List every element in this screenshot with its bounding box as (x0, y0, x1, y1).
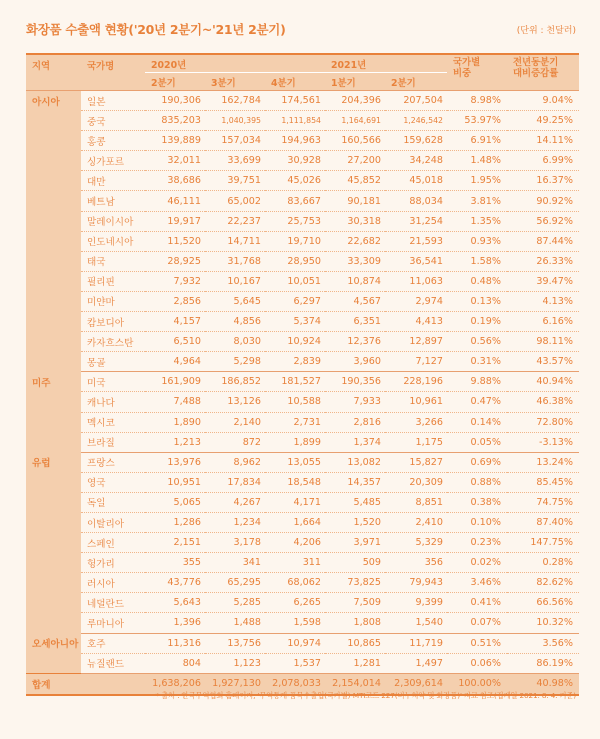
value-cell: 30,928 (265, 151, 325, 171)
country-cell: 루마니아 (81, 613, 145, 633)
value-cell: 11,520 (145, 231, 205, 251)
value-cell: 45,018 (385, 171, 447, 191)
value-cell: 2,731 (265, 412, 325, 432)
value-cell: 5,485 (325, 492, 385, 512)
table-row (26, 472, 579, 492)
country-cell: 홍콩 (81, 131, 145, 151)
value-cell: 341 (205, 553, 265, 573)
header-country: 국가명 (81, 54, 145, 91)
share-cell: 0.13% (447, 291, 507, 311)
share-cell: 0.07% (447, 613, 507, 633)
value-cell: 83,667 (265, 191, 325, 211)
value-cell: 356 (385, 553, 447, 573)
value-cell: 12,897 (385, 332, 447, 352)
value-cell: 13,082 (325, 452, 385, 472)
value-cell: 39,751 (205, 171, 265, 191)
value-cell: 10,874 (325, 271, 385, 291)
yoy-cell: 56.92% (507, 211, 579, 231)
table-row (26, 492, 579, 512)
value-cell: 28,950 (265, 251, 325, 271)
country-cell: 스페인 (81, 533, 145, 553)
value-cell: 13,976 (145, 452, 205, 472)
value-cell: 46,111 (145, 191, 205, 211)
share-cell: 0.02% (447, 553, 507, 573)
value-cell: 1,537 (265, 653, 325, 673)
value-cell: 1,213 (145, 432, 205, 452)
value-cell: 190,356 (325, 372, 385, 392)
value-cell: 1,890 (145, 412, 205, 432)
region-cell: 아시아 (26, 91, 81, 372)
share-cell: 0.14% (447, 412, 507, 432)
country-cell: 말레이시아 (81, 211, 145, 231)
value-cell: 1,175 (385, 432, 447, 452)
header-2021-q1: 1분기 (325, 73, 385, 91)
value-cell: 28,925 (145, 251, 205, 271)
value-cell: 1,123 (205, 653, 265, 673)
value-cell: 1,899 (265, 432, 325, 452)
table-row (26, 91, 579, 111)
value-cell: 8,962 (205, 452, 265, 472)
value-cell: 204,396 (325, 91, 385, 111)
value-cell: 73,825 (325, 573, 385, 593)
yoy-cell: 147.75% (507, 533, 579, 553)
table-row (26, 211, 579, 231)
table-row (26, 553, 579, 573)
value-cell: 509 (325, 553, 385, 573)
country-cell: 러시아 (81, 573, 145, 593)
value-cell: 65,295 (205, 573, 265, 593)
share-cell: 0.56% (447, 332, 507, 352)
table-row (26, 573, 579, 593)
export-table (26, 53, 579, 696)
value-cell: 14,357 (325, 472, 385, 492)
header-2020-q2: 2분기 (145, 73, 205, 91)
share-cell: 8.98% (447, 91, 507, 111)
value-cell: 3,266 (385, 412, 447, 432)
share-cell: 0.88% (447, 472, 507, 492)
value-cell: 38,686 (145, 171, 205, 191)
yoy-cell: 6.99% (507, 151, 579, 171)
country-cell: 중국 (81, 111, 145, 131)
header-year-2021: 2021년 (325, 54, 447, 73)
country-cell: 영국 (81, 472, 145, 492)
value-cell: 4,413 (385, 312, 447, 332)
value-cell: 7,488 (145, 392, 205, 412)
total-value-cell: 2,309,614 (385, 673, 447, 695)
table-row (26, 191, 579, 211)
country-cell: 호주 (81, 633, 145, 653)
value-cell: 6,297 (265, 291, 325, 311)
value-cell: 22,237 (205, 211, 265, 231)
share-cell: 53.97% (447, 111, 507, 131)
value-cell: 6,265 (265, 593, 325, 613)
value-cell: 10,865 (325, 633, 385, 653)
value-cell: 4,157 (145, 312, 205, 332)
value-cell: 43,776 (145, 573, 205, 593)
yoy-cell: 13.24% (507, 452, 579, 472)
value-cell: 12,376 (325, 332, 385, 352)
yoy-cell: 6.16% (507, 312, 579, 332)
value-cell: 11,316 (145, 633, 205, 653)
yoy-cell: 46.38% (507, 392, 579, 412)
region-cell: 유럽 (26, 452, 81, 633)
value-cell: 18,548 (265, 472, 325, 492)
yoy-cell: 86.19% (507, 653, 579, 673)
header-year-2020: 2020년 (145, 54, 325, 73)
share-cell: 3.46% (447, 573, 507, 593)
total-value-cell: 2,154,014 (325, 673, 385, 695)
value-cell: 31,768 (205, 251, 265, 271)
value-cell: 2,856 (145, 291, 205, 311)
value-cell: 45,852 (325, 171, 385, 191)
header-2020-q4: 4분기 (265, 73, 325, 91)
country-cell: 멕시코 (81, 412, 145, 432)
table-row (26, 512, 579, 532)
value-cell: 5,329 (385, 533, 447, 553)
value-cell: 5,643 (145, 593, 205, 613)
value-cell: 4,171 (265, 492, 325, 512)
value-cell: 31,254 (385, 211, 447, 231)
value-cell: 22,682 (325, 231, 385, 251)
yoy-cell: 4.13% (507, 291, 579, 311)
table-row (26, 613, 579, 633)
share-cell: 9.88% (447, 372, 507, 392)
country-cell: 카자흐스탄 (81, 332, 145, 352)
country-cell: 캄보디아 (81, 312, 145, 332)
value-cell: 4,206 (265, 533, 325, 553)
country-cell: 이탈리아 (81, 512, 145, 532)
yoy-cell: 16.37% (507, 171, 579, 191)
table-row (26, 533, 579, 553)
yoy-cell: 87.40% (507, 512, 579, 532)
total-share-cell: 100.00% (447, 673, 507, 695)
value-cell: 804 (145, 653, 205, 673)
value-cell: 7,127 (385, 352, 447, 372)
value-cell: 21,593 (385, 231, 447, 251)
yoy-cell: 90.92% (507, 191, 579, 211)
yoy-cell: 74.75% (507, 492, 579, 512)
yoy-cell: 98.11% (507, 332, 579, 352)
yoy-cell: 14.11% (507, 131, 579, 151)
yoy-cell: 26.33% (507, 251, 579, 271)
value-cell: 36,541 (385, 251, 447, 271)
yoy-cell: 87.44% (507, 231, 579, 251)
value-cell: 355 (145, 553, 205, 573)
value-cell: 10,051 (265, 271, 325, 291)
yoy-cell: 40.94% (507, 372, 579, 392)
value-cell: 13,055 (265, 452, 325, 472)
value-cell: 1,286 (145, 512, 205, 532)
table-row (26, 452, 579, 472)
share-cell: 6.91% (447, 131, 507, 151)
country-cell: 베트남 (81, 191, 145, 211)
header-2021-q2: 2분기 (385, 73, 447, 91)
value-cell: 32,011 (145, 151, 205, 171)
table-row (26, 593, 579, 613)
value-cell: 10,924 (265, 332, 325, 352)
value-cell: 65,002 (205, 191, 265, 211)
value-cell: 4,964 (145, 352, 205, 372)
value-cell: 5,285 (205, 593, 265, 613)
value-cell: 20,309 (385, 472, 447, 492)
value-cell: 11,063 (385, 271, 447, 291)
value-cell: 1,396 (145, 613, 205, 633)
value-cell: 1,540 (385, 613, 447, 633)
value-cell: 3,971 (325, 533, 385, 553)
table-row (26, 291, 579, 311)
share-cell: 0.38% (447, 492, 507, 512)
region-cell: 오세아니아 (26, 633, 81, 673)
yoy-cell: 82.62% (507, 573, 579, 593)
yoy-cell: 43.57% (507, 352, 579, 372)
value-cell: 157,034 (205, 131, 265, 151)
share-cell: 0.69% (447, 452, 507, 472)
country-cell: 몽골 (81, 352, 145, 372)
value-cell: 5,645 (205, 291, 265, 311)
header-yoy: 전년동분기 대비증감률 (507, 54, 579, 91)
header-2020-q3: 3분기 (205, 73, 265, 91)
value-cell: 33,699 (205, 151, 265, 171)
page-title: 화장품 수출액 현황('20년 2분기~'21년 2분기) (26, 22, 286, 37)
value-cell: 872 (205, 432, 265, 452)
country-cell: 프랑스 (81, 452, 145, 472)
value-cell: 1,520 (325, 512, 385, 532)
table-row (26, 332, 579, 352)
value-cell: 88,034 (385, 191, 447, 211)
country-cell: 필리핀 (81, 271, 145, 291)
country-cell: 네덜란드 (81, 593, 145, 613)
value-cell: 1,664 (265, 512, 325, 532)
table-row (26, 432, 579, 452)
value-cell: 1,374 (325, 432, 385, 452)
table-row (26, 231, 579, 251)
yoy-cell: 9.04% (507, 91, 579, 111)
value-cell: 835,203 (145, 111, 205, 131)
value-cell: 181,527 (265, 372, 325, 392)
header-share: 국가별 비중 (447, 54, 507, 91)
value-cell: 2,839 (265, 352, 325, 372)
value-cell: 1,111,854 (265, 111, 325, 131)
yoy-cell: 49.25% (507, 111, 579, 131)
table-row (26, 271, 579, 291)
value-cell: 11,719 (385, 633, 447, 653)
value-cell: 159,628 (385, 131, 447, 151)
value-cell: 1,040,395 (205, 111, 265, 131)
value-cell: 7,933 (325, 392, 385, 412)
share-cell: 0.41% (447, 593, 507, 613)
value-cell: 174,561 (265, 91, 325, 111)
value-cell: 10,167 (205, 271, 265, 291)
total-label: 합계 (26, 673, 145, 695)
value-cell: 228,196 (385, 372, 447, 392)
yoy-cell: 39.47% (507, 271, 579, 291)
unit-label: (단위 : 천달러) (516, 26, 576, 36)
country-cell: 태국 (81, 251, 145, 271)
value-cell: 2,140 (205, 412, 265, 432)
value-cell: 3,960 (325, 352, 385, 372)
value-cell: 139,889 (145, 131, 205, 151)
table-row (26, 251, 579, 271)
value-cell: 1,281 (325, 653, 385, 673)
value-cell: 190,306 (145, 91, 205, 111)
share-cell: 0.93% (447, 231, 507, 251)
value-cell: 8,851 (385, 492, 447, 512)
value-cell: 207,504 (385, 91, 447, 111)
value-cell: 27,200 (325, 151, 385, 171)
value-cell: 1,598 (265, 613, 325, 633)
share-cell: 1.48% (447, 151, 507, 171)
value-cell: 9,399 (385, 593, 447, 613)
value-cell: 1,488 (205, 613, 265, 633)
value-cell: 160,566 (325, 131, 385, 151)
table-row (26, 653, 579, 673)
value-cell: 17,834 (205, 472, 265, 492)
value-cell: 13,756 (205, 633, 265, 653)
value-cell: 1,808 (325, 613, 385, 633)
value-cell: 6,351 (325, 312, 385, 332)
share-cell: 0.31% (447, 352, 507, 372)
value-cell: 1,497 (385, 653, 447, 673)
value-cell: 4,856 (205, 312, 265, 332)
value-cell: 311 (265, 553, 325, 573)
table-row (26, 412, 579, 432)
total-value-cell: 1,927,130 (205, 673, 265, 695)
share-cell: 0.10% (447, 512, 507, 532)
value-cell: 3,178 (205, 533, 265, 553)
share-cell: 0.51% (447, 633, 507, 653)
share-cell: 0.23% (447, 533, 507, 553)
header-region: 지역 (26, 54, 81, 91)
share-cell: 1.35% (447, 211, 507, 231)
value-cell: 2,151 (145, 533, 205, 553)
yoy-cell: 10.32% (507, 613, 579, 633)
value-cell: 90,181 (325, 191, 385, 211)
value-cell: 13,126 (205, 392, 265, 412)
value-cell: 10,588 (265, 392, 325, 412)
value-cell: 186,852 (205, 372, 265, 392)
value-cell: 10,974 (265, 633, 325, 653)
value-cell: 2,974 (385, 291, 447, 311)
value-cell: 161,909 (145, 372, 205, 392)
value-cell: 14,711 (205, 231, 265, 251)
value-cell: 33,309 (325, 251, 385, 271)
country-cell: 캐나다 (81, 392, 145, 412)
share-cell: 0.19% (447, 312, 507, 332)
country-cell: 미국 (81, 372, 145, 392)
share-cell: 0.48% (447, 271, 507, 291)
value-cell: 1,164,691 (325, 111, 385, 131)
table-row (26, 151, 579, 171)
region-cell: 미주 (26, 372, 81, 452)
value-cell: 2,410 (385, 512, 447, 532)
yoy-cell: 85.45% (507, 472, 579, 492)
table-row (26, 111, 579, 131)
value-cell: 79,943 (385, 573, 447, 593)
value-cell: 5,374 (265, 312, 325, 332)
source-note: * 출처 : 한국무역협회 홈페이지, '무역통계-품목수출입(국가별)-MTI코드 227(비누치약 및 화장품)' 자료 참조(집계일 2021. 8. 4. 기준) (155, 691, 576, 700)
yoy-cell: 3.56% (507, 633, 579, 653)
share-cell: 0.05% (447, 432, 507, 452)
total-yoy-cell: 40.98% (507, 673, 579, 695)
yoy-cell: 66.56% (507, 593, 579, 613)
value-cell: 4,267 (205, 492, 265, 512)
country-cell: 헝가리 (81, 553, 145, 573)
table-row (26, 312, 579, 332)
value-cell: 2,816 (325, 412, 385, 432)
value-cell: 5,065 (145, 492, 205, 512)
country-cell: 싱가포르 (81, 151, 145, 171)
country-cell: 대만 (81, 171, 145, 191)
value-cell: 4,567 (325, 291, 385, 311)
value-cell: 10,961 (385, 392, 447, 412)
country-cell: 독일 (81, 492, 145, 512)
yoy-cell: 0.28% (507, 553, 579, 573)
value-cell: 34,248 (385, 151, 447, 171)
share-cell: 1.95% (447, 171, 507, 191)
yoy-cell: -3.13% (507, 432, 579, 452)
value-cell: 19,917 (145, 211, 205, 231)
country-cell: 뉴질랜드 (81, 653, 145, 673)
value-cell: 5,298 (205, 352, 265, 372)
table-row (26, 131, 579, 151)
table-row (26, 352, 579, 372)
share-cell: 3.81% (447, 191, 507, 211)
table-row (26, 392, 579, 412)
share-cell: 0.47% (447, 392, 507, 412)
value-cell: 1,246,542 (385, 111, 447, 131)
table-row (26, 633, 579, 653)
header-row-1 (26, 54, 579, 73)
value-cell: 7,509 (325, 593, 385, 613)
country-cell: 일본 (81, 91, 145, 111)
share-cell: 0.06% (447, 653, 507, 673)
value-cell: 6,510 (145, 332, 205, 352)
country-cell: 브라질 (81, 432, 145, 452)
value-cell: 25,753 (265, 211, 325, 231)
value-cell: 30,318 (325, 211, 385, 231)
value-cell: 162,784 (205, 91, 265, 111)
table-row (26, 372, 579, 392)
value-cell: 8,030 (205, 332, 265, 352)
table-row (26, 171, 579, 191)
value-cell: 19,710 (265, 231, 325, 251)
value-cell: 10,951 (145, 472, 205, 492)
total-value-cell: 2,078,033 (265, 673, 325, 695)
value-cell: 68,062 (265, 573, 325, 593)
value-cell: 7,932 (145, 271, 205, 291)
table-body (26, 91, 579, 695)
country-cell: 미얀마 (81, 291, 145, 311)
value-cell: 45,026 (265, 171, 325, 191)
value-cell: 15,827 (385, 452, 447, 472)
share-cell: 1.58% (447, 251, 507, 271)
value-cell: 194,963 (265, 131, 325, 151)
total-value-cell: 1,638,206 (145, 673, 205, 695)
yoy-cell: 72.80% (507, 412, 579, 432)
country-cell: 인도네시아 (81, 231, 145, 251)
value-cell: 1,234 (205, 512, 265, 532)
